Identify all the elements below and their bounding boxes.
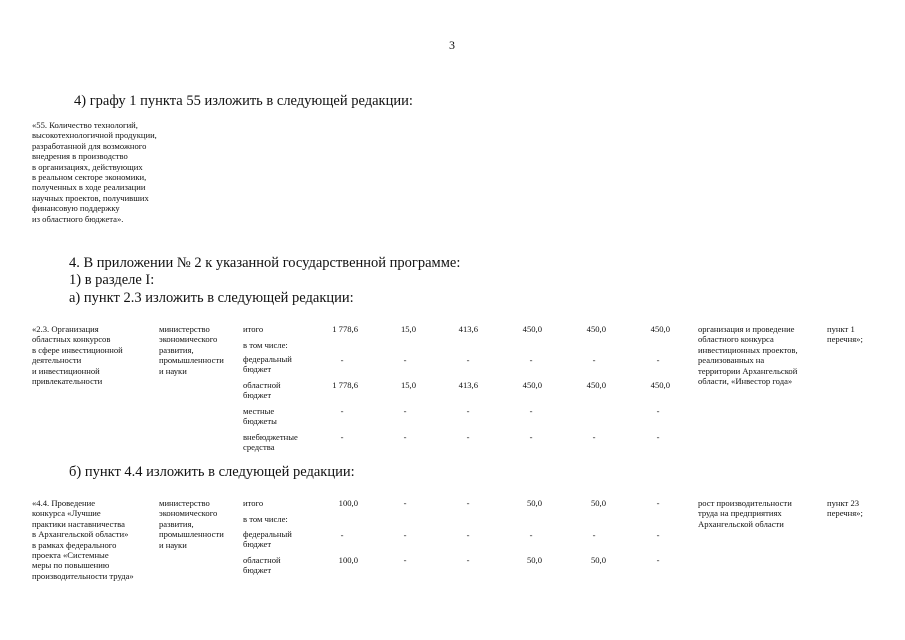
table-b-executor bbox=[159, 498, 224, 550]
value-cell: - bbox=[340, 432, 344, 442]
text-line: пункт 1 bbox=[827, 324, 855, 334]
text-line: и науки bbox=[159, 539, 187, 550]
source-label bbox=[243, 529, 292, 550]
value-cell: 100,0 bbox=[338, 555, 358, 565]
text-line: «4.4. Проведение bbox=[32, 498, 96, 508]
text-line: и науки bbox=[159, 365, 187, 376]
source-label bbox=[243, 432, 298, 453]
heading-appendix: 4. В приложении № 2 к указанной государственной программе: bbox=[69, 255, 461, 271]
value-cell: - bbox=[656, 355, 660, 365]
value-cell: 413,6 bbox=[458, 324, 478, 334]
text-line: министерство bbox=[159, 498, 210, 508]
source-label bbox=[243, 380, 281, 401]
value-cell: 50,0 bbox=[526, 555, 542, 565]
value-cell: - bbox=[403, 555, 407, 565]
value-cell: - bbox=[529, 406, 533, 416]
text-line: области, «Инвестор года» bbox=[698, 376, 793, 387]
source-label bbox=[243, 354, 292, 375]
value-cell: - bbox=[656, 406, 660, 416]
text-line: бюджеты bbox=[243, 416, 277, 427]
value-cell: - bbox=[592, 530, 596, 540]
item-55-text bbox=[32, 120, 157, 224]
text-line: территории Архангельской bbox=[698, 365, 798, 376]
value-cell: - bbox=[403, 355, 407, 365]
text-line: деятельности bbox=[32, 355, 82, 366]
text-line: внебюджетные bbox=[243, 432, 298, 442]
text-line: промышленности bbox=[159, 529, 224, 540]
source-label: итого bbox=[243, 498, 264, 508]
source-label bbox=[243, 406, 277, 427]
source-label: итого bbox=[243, 324, 264, 334]
source-label: в том числе: bbox=[243, 340, 288, 350]
value-cell: - bbox=[592, 432, 596, 442]
table-a-result bbox=[698, 324, 798, 386]
value-cell: 50,0 bbox=[526, 498, 542, 508]
text-line: местные bbox=[243, 406, 275, 416]
text-line: промышленности bbox=[159, 355, 224, 366]
text-line: бюджет bbox=[243, 364, 272, 375]
value-cell: 450,0 bbox=[650, 380, 670, 390]
text-line: финансовую поддержку bbox=[32, 203, 120, 214]
value-cell: - bbox=[656, 555, 660, 565]
table-b-name bbox=[32, 498, 134, 581]
text-line: министерство bbox=[159, 324, 210, 334]
text-line: проекта «Системные bbox=[32, 550, 109, 561]
page-number: 3 bbox=[449, 38, 455, 52]
value-cell: 50,0 bbox=[590, 555, 606, 565]
value-cell: 1 778,6 bbox=[332, 324, 358, 334]
value-cell: - bbox=[340, 406, 344, 416]
text-line: в организациях, действующих bbox=[32, 161, 143, 172]
text-line: и инвестиционной bbox=[32, 365, 100, 376]
text-line: инвестиционных проектов, bbox=[698, 344, 798, 355]
text-line: областных конкурсов bbox=[32, 334, 111, 345]
text-line: высокотехнологичной продукции, bbox=[32, 130, 157, 141]
value-cell: 100,0 bbox=[338, 498, 358, 508]
table-b-result bbox=[698, 498, 792, 529]
heading-a: а) пункт 2.3 изложить в следующей редакции: bbox=[69, 290, 354, 306]
text-line: развития, bbox=[159, 344, 194, 355]
value-cell: - bbox=[529, 355, 533, 365]
value-cell: 450,0 bbox=[522, 324, 542, 334]
text-line: экономического bbox=[159, 334, 218, 345]
text-line: перечня»; bbox=[827, 334, 863, 345]
text-line: федеральный bbox=[243, 529, 292, 539]
text-line: научных проектов, получивших bbox=[32, 192, 149, 203]
value-cell: 450,0 bbox=[650, 324, 670, 334]
text-line: экономического bbox=[159, 508, 218, 519]
text-line: развития, bbox=[159, 518, 194, 529]
text-line: реализованных на bbox=[698, 355, 765, 366]
value-cell: - bbox=[466, 406, 470, 416]
value-cell: - bbox=[403, 530, 407, 540]
value-cell: - bbox=[466, 498, 470, 508]
text-line: бюджет bbox=[243, 565, 272, 576]
text-line: областной bbox=[243, 555, 281, 565]
value-cell: - bbox=[340, 530, 344, 540]
value-cell: - bbox=[656, 432, 660, 442]
heading-b: б) пункт 4.4 изложить в следующей редакции: bbox=[69, 464, 355, 480]
source-label bbox=[243, 555, 281, 576]
value-cell: - bbox=[403, 432, 407, 442]
text-line: разработанной для возможного bbox=[32, 140, 147, 151]
text-line: перечня»; bbox=[827, 508, 863, 519]
value-cell: - bbox=[466, 555, 470, 565]
value-cell: 450,0 bbox=[586, 324, 606, 334]
value-cell: - bbox=[656, 498, 660, 508]
text-line: труда на предприятиях bbox=[698, 508, 782, 519]
value-cell: - bbox=[466, 432, 470, 442]
text-line: в рамках федерального bbox=[32, 539, 117, 550]
value-cell: 15,0 bbox=[400, 324, 416, 334]
text-line: привлекательности bbox=[32, 376, 103, 387]
text-line: организация и проведение bbox=[698, 324, 795, 334]
table-b-ref bbox=[827, 498, 863, 519]
text-line: из областного бюджета». bbox=[32, 213, 124, 224]
value-cell: - bbox=[529, 530, 533, 540]
text-line: меры по повышению bbox=[32, 560, 110, 571]
value-cell: 15,0 bbox=[400, 380, 416, 390]
table-a-executor bbox=[159, 324, 224, 376]
value-cell: - bbox=[592, 355, 596, 365]
text-line: федеральный bbox=[243, 354, 292, 364]
value-cell: 450,0 bbox=[586, 380, 606, 390]
text-line: бюджет bbox=[243, 539, 272, 550]
text-line: областного конкурса bbox=[698, 334, 774, 345]
value-cell: - bbox=[403, 406, 407, 416]
text-line: в сфере инвестиционной bbox=[32, 344, 123, 355]
value-cell: 450,0 bbox=[522, 380, 542, 390]
text-line: «55. Количество технологий, bbox=[32, 120, 138, 130]
text-line: практики наставничества bbox=[32, 518, 125, 529]
value-cell: - bbox=[466, 530, 470, 540]
text-line: производительности труда» bbox=[32, 570, 134, 581]
value-cell: - bbox=[340, 355, 344, 365]
text-line: Архангельской области bbox=[698, 518, 784, 529]
table-a-ref bbox=[827, 324, 863, 345]
value-cell: - bbox=[656, 530, 660, 540]
text-line: внедрения в производство bbox=[32, 151, 128, 162]
text-line: в реальном секторе экономики, bbox=[32, 172, 147, 183]
value-cell: - bbox=[466, 355, 470, 365]
text-line: рост производительности bbox=[698, 498, 792, 508]
value-cell: 50,0 bbox=[590, 498, 606, 508]
value-cell: 1 778,6 bbox=[332, 380, 358, 390]
value-cell: - bbox=[403, 498, 407, 508]
heading-item-4: 4) графу 1 пункта 55 изложить в следующей редакции: bbox=[74, 93, 413, 109]
text-line: бюджет bbox=[243, 390, 272, 401]
heading-section: 1) в разделе I: bbox=[69, 272, 155, 288]
text-line: конкурса «Лучшие bbox=[32, 508, 101, 519]
text-line: в Архангельской области» bbox=[32, 529, 129, 540]
value-cell: 413,6 bbox=[458, 380, 478, 390]
text-line: пункт 23 bbox=[827, 498, 860, 508]
text-line: средства bbox=[243, 442, 275, 453]
text-line: «2.3. Организация bbox=[32, 324, 99, 334]
value-cell: - bbox=[529, 432, 533, 442]
text-line: областной bbox=[243, 380, 281, 390]
table-a-name bbox=[32, 324, 123, 386]
text-line: полученных в ходе реализации bbox=[32, 182, 146, 193]
source-label: в том числе: bbox=[243, 514, 288, 524]
